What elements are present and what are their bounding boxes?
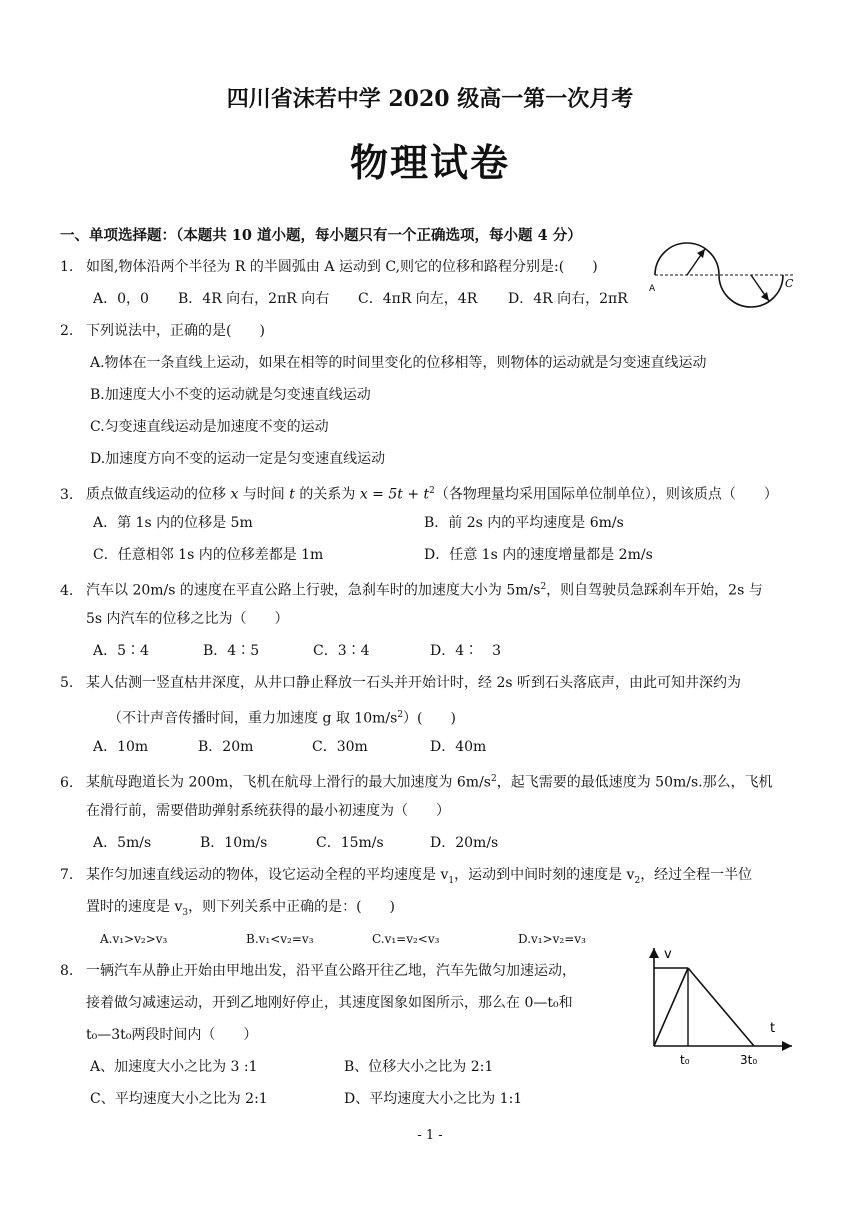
q2-option-d: D.加速度方向不变的运动一定是匀变速直线运动 [90, 451, 386, 467]
q1-option-a: A．0，0 [93, 291, 149, 307]
q7-option-a: A.v₁>v₂>v₃ [100, 932, 168, 946]
q2-option-a: A.物体在一条直线上运动，如果在相等的时间里变化的位移相等，则物体的运动就是匀变速直线运动 [90, 355, 707, 371]
q4-option-d: D．4∶ 3 [430, 643, 502, 659]
question-8-cont: 接着做匀减速运动，开到乙地刚好停止，其速度图象如图所示，那么在 0—t₀和 [86, 995, 573, 1011]
exponent: 2 [490, 774, 497, 784]
question-1 [60, 258, 598, 276]
question-5 [60, 674, 741, 692]
subscript: 3 [182, 907, 189, 918]
q4-option-b: B．4∶5 [203, 643, 260, 659]
3t0-tick-label: 3t₀ [740, 1053, 758, 1067]
question-text: 如图,物体沿两个半径为 R 的半圆弧由 A 运动到 C,则它的位移和路程分别是:( ) [86, 259, 598, 275]
question-text: 置时的速度是 v [86, 899, 183, 915]
question-8-cont2: t₀—3t₀两段时间内（ ） [86, 1027, 258, 1043]
question-text: 质点做直线运动的位移 [86, 486, 226, 503]
q4-option-c: C．3∶4 [313, 643, 370, 659]
q1-semicircle-figure [645, 235, 805, 325]
q1-option-c: C．4πR 向左，4R [358, 291, 478, 307]
q6-option-a: A．5m/s [93, 835, 152, 851]
variable-x: x [230, 486, 239, 503]
q8-option-c: C、平均速度大小之比为 2:1 [90, 1091, 268, 1107]
question-8 [60, 962, 576, 980]
exam-school-title: 四川省沫若中学 2020 级高一第一次月考 [226, 86, 634, 112]
q8-velocity-time-graph [636, 938, 806, 1070]
point-c-label: C [785, 277, 794, 290]
t0-tick-label: t₀ [680, 1053, 690, 1067]
question-text: ，经过全程一半位 [640, 867, 753, 883]
q8-option-b: B、位移大小之比为 2:1 [344, 1059, 494, 1075]
q3-option-c: C．任意相邻 1s 内的位移差都是 1m [93, 547, 324, 563]
question-number: 6. [60, 774, 74, 791]
t-axis-label: t [770, 1021, 776, 1036]
question-7 [60, 866, 752, 890]
subscript: 2 [634, 875, 641, 886]
question-text: 下列说法中，正确的是( ) [86, 323, 265, 339]
exam-subject-title: 物理试卷 [349, 140, 510, 185]
section-title: 一、单项选择题：（本题共 10 道小题，每小题只有一个正确选项，每小题 4 分） [60, 227, 582, 244]
exponent: 2 [540, 582, 547, 592]
question-4-cont: 5s 内汽车的位移之比为（ ） [86, 611, 289, 627]
question-text: （各物理量均采用国际单位制单位），则该质点（ ） [434, 486, 778, 503]
q7-option-d: D.v₁>v₂=v₃ [518, 932, 586, 946]
question-number: 4. [60, 582, 74, 599]
q3-option-d: D．任意 1s 内的速度增量都是 2m/s [424, 547, 653, 563]
question-number: 8. [60, 963, 74, 979]
question-number: 2. [60, 323, 74, 339]
point-a-label: A [649, 284, 656, 294]
question-text: （不计声音传播时间，重力加速度 g 取 10m/s [108, 710, 398, 727]
q8-option-a: A、加速度大小之比为 3 :1 [90, 1059, 258, 1075]
q2-option-c: C.匀变速直线运动是加速度不变的运动 [90, 419, 329, 435]
q2-option-b: B.加速度大小不变的运动就是匀变速直线运动 [90, 387, 371, 403]
subscript: 1 [448, 875, 455, 886]
exponent: 2 [429, 486, 435, 496]
question-number: 3. [60, 486, 74, 503]
q3-option-a: A．第 1s 内的位移是 5m [93, 515, 253, 531]
question-text: 某人估测一竖直枯井深度，从井口静止释放一石头并开始计时，经 2s 听到石头落底声，由此可知井深约为 [86, 675, 741, 691]
question-text: ，起飞需要的最低速度为 50m/s.那么，飞机 [496, 774, 773, 791]
exponent: 2 [397, 710, 404, 720]
question-text: 汽车以 20m/s 的速度在平直公路上行驶，急刹车时的加速度大小为 5m/s [86, 582, 541, 599]
question-text: ，则下列关系中正确的是：( ) [188, 899, 396, 915]
q6-option-b: B．10m/s [200, 835, 268, 851]
q7-option-b: B.v₁<v₂=v₃ [246, 932, 314, 946]
variable-t: t [289, 486, 295, 503]
question-text: ，则自驾驶员急踩刹车开始，2s 与 [546, 582, 763, 599]
q5-option-a: A．10m [93, 739, 149, 755]
q1-option-d: D．4R 向右，2πR [508, 291, 628, 307]
question-number: 1. [60, 259, 74, 275]
question-2 [60, 322, 265, 340]
question-text: ）( ) [403, 710, 456, 727]
question-5-cont [108, 706, 456, 728]
question-text: 某航母跑道长为 200m，飞机在航母上滑行的最大加速度为 6m/s [86, 774, 491, 791]
q5-option-d: D．40m [430, 739, 487, 755]
question-number: 5. [60, 675, 74, 691]
question-3 [60, 482, 778, 504]
question-text: 与时间 [242, 486, 285, 503]
question-text: 某作匀加速直线运动的物体，设它运动全程的平均速度是 v [86, 867, 449, 883]
q5-option-b: B．20m [198, 739, 254, 755]
formula: x = 5t + t [359, 486, 430, 503]
question-6-cont: 在滑行前，需要借助弹射系统获得的最小初速度为（ ） [86, 803, 450, 819]
q1-option-b: B．4R 向右，2πR 向右 [178, 291, 330, 307]
q8-option-d: D、平均速度大小之比为 1:1 [344, 1091, 523, 1107]
question-4 [60, 578, 763, 600]
q6-option-c: C．15m/s [316, 835, 384, 851]
question-text: 一辆汽车从静止开始由甲地出发，沿平直公路开往乙地，汽车先做匀加速运动， [86, 963, 576, 979]
q4-option-a: A．5∶4 [93, 643, 149, 659]
question-number: 7. [60, 867, 74, 883]
question-text: 的关系为 [299, 486, 356, 503]
v-axis-label: v [664, 947, 672, 962]
question-7-cont [86, 898, 395, 922]
question-6 [60, 770, 773, 792]
q3-option-b: B．前 2s 内的平均速度是 6m/s [424, 515, 624, 531]
page-number: - 1 - [417, 1128, 443, 1143]
q6-option-d: D．20m/s [430, 835, 499, 851]
question-text: ，运动到中间时刻的速度是 v [454, 867, 635, 883]
q7-option-c: C.v₁=v₂<v₃ [372, 932, 440, 946]
q5-option-c: C．30m [312, 739, 368, 755]
